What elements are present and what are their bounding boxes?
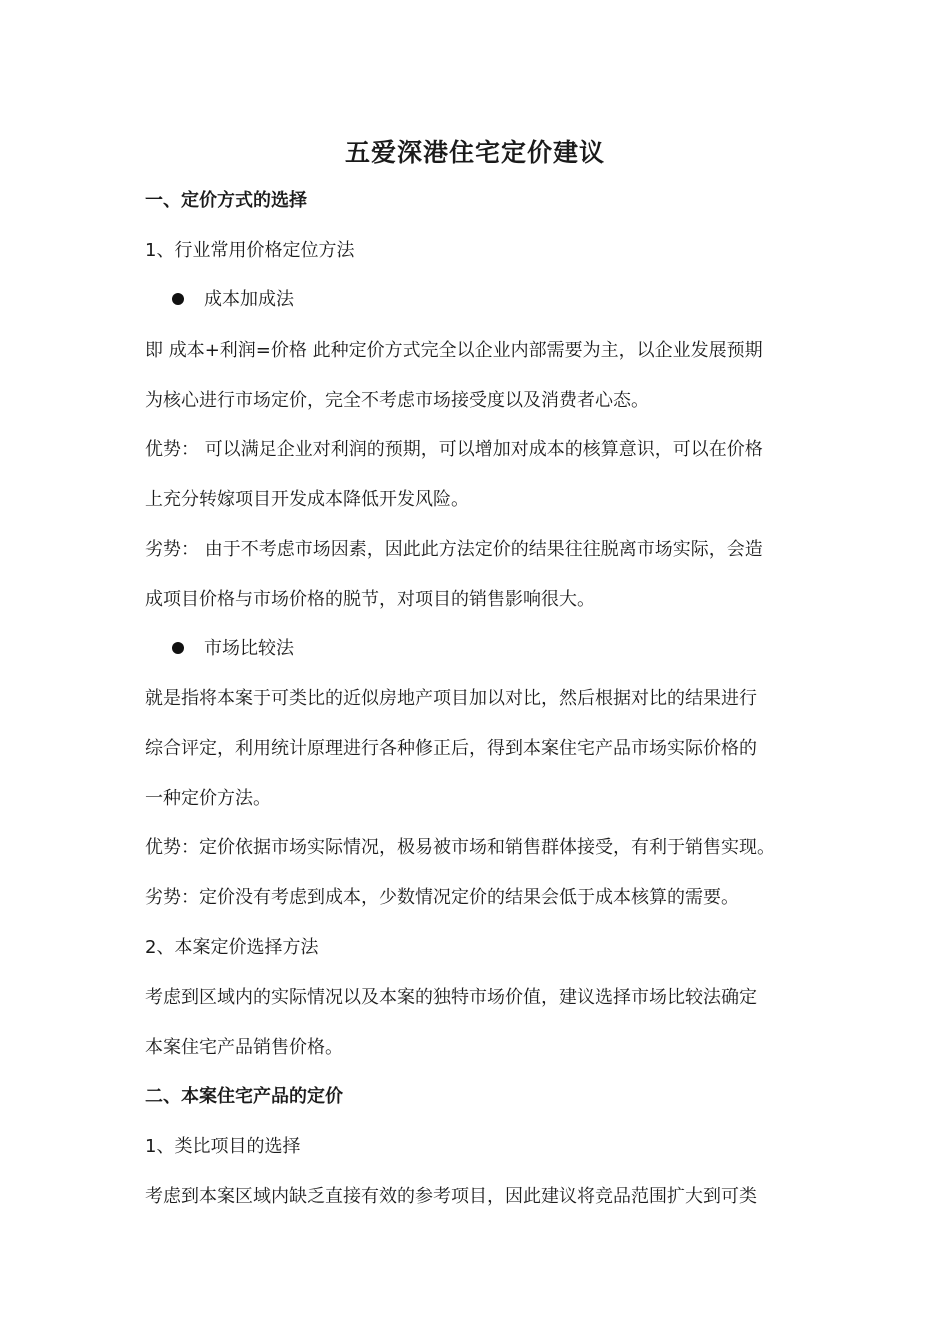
paragraph-line: 考虑到区域内的实际情况以及本案的独特市场价值，建议选择市场比较法确定	[145, 987, 757, 1008]
disadvantage-line: 成项目价格与市场价格的脱节，对项目的销售影响很大。	[145, 589, 595, 610]
paragraph-line: 考虑到本案区域内缺乏直接有效的参考项目，因此建议将竞品范围扩大到可类	[145, 1186, 757, 1207]
disadvantage-line: 劣势：定价没有考虑到成本，少数情况定价的结果会低于成本核算的需要。	[145, 887, 739, 908]
advantage-line: 上充分转嫁项目开发成本降低开发风险。	[145, 489, 469, 510]
paragraph-line: 综合评定，利用统计原理进行各种修正后，得到本案住宅产品市场实际价格的	[145, 738, 757, 759]
bullet-dot-icon	[172, 642, 184, 654]
disadvantage-line: 劣势： 由于不考虑市场因素，因此此方法定价的结果往往脱离市场实际，会造	[145, 539, 763, 560]
paragraph-line: 为核心进行市场定价，完全不考虑市场接受度以及消费者心态。	[145, 390, 649, 411]
method-name-cost-plus: 成本加成法	[204, 289, 294, 310]
subheading-common-methods: 1、行业常用价格定位方法	[145, 240, 355, 261]
paragraph-line: 就是指将本案于可类比的近似房地产项目加以对比，然后根据对比的结果进行	[145, 688, 757, 709]
paragraph-line: 本案住宅产品销售价格。	[145, 1037, 343, 1058]
subheading-chosen-method: 2、本案定价选择方法	[145, 937, 319, 958]
paragraph-line: 一种定价方法。	[145, 788, 271, 809]
method-name-market-comparison: 市场比较法	[204, 638, 294, 659]
subheading-comparable-projects: 1、类比项目的选择	[145, 1136, 301, 1157]
section-heading-pricing-method: 一、定价方式的选择	[145, 190, 307, 211]
advantage-line: 优势： 可以满足企业对利润的预期，可以增加对成本的核算意识，可以在价格	[145, 439, 763, 460]
paragraph-line: 即 成本+利润=价格 此种定价方式完全以企业内部需要为主，以企业发展预期	[145, 340, 763, 361]
bullet-dot-icon	[172, 293, 184, 305]
advantage-line: 优势：定价依据市场实际情况，极易被市场和销售群体接受，有利于销售实现。	[145, 837, 775, 858]
document-title: 五爱深港住宅定价建议	[344, 138, 605, 167]
section-heading-product-pricing: 二、本案住宅产品的定价	[145, 1086, 343, 1107]
